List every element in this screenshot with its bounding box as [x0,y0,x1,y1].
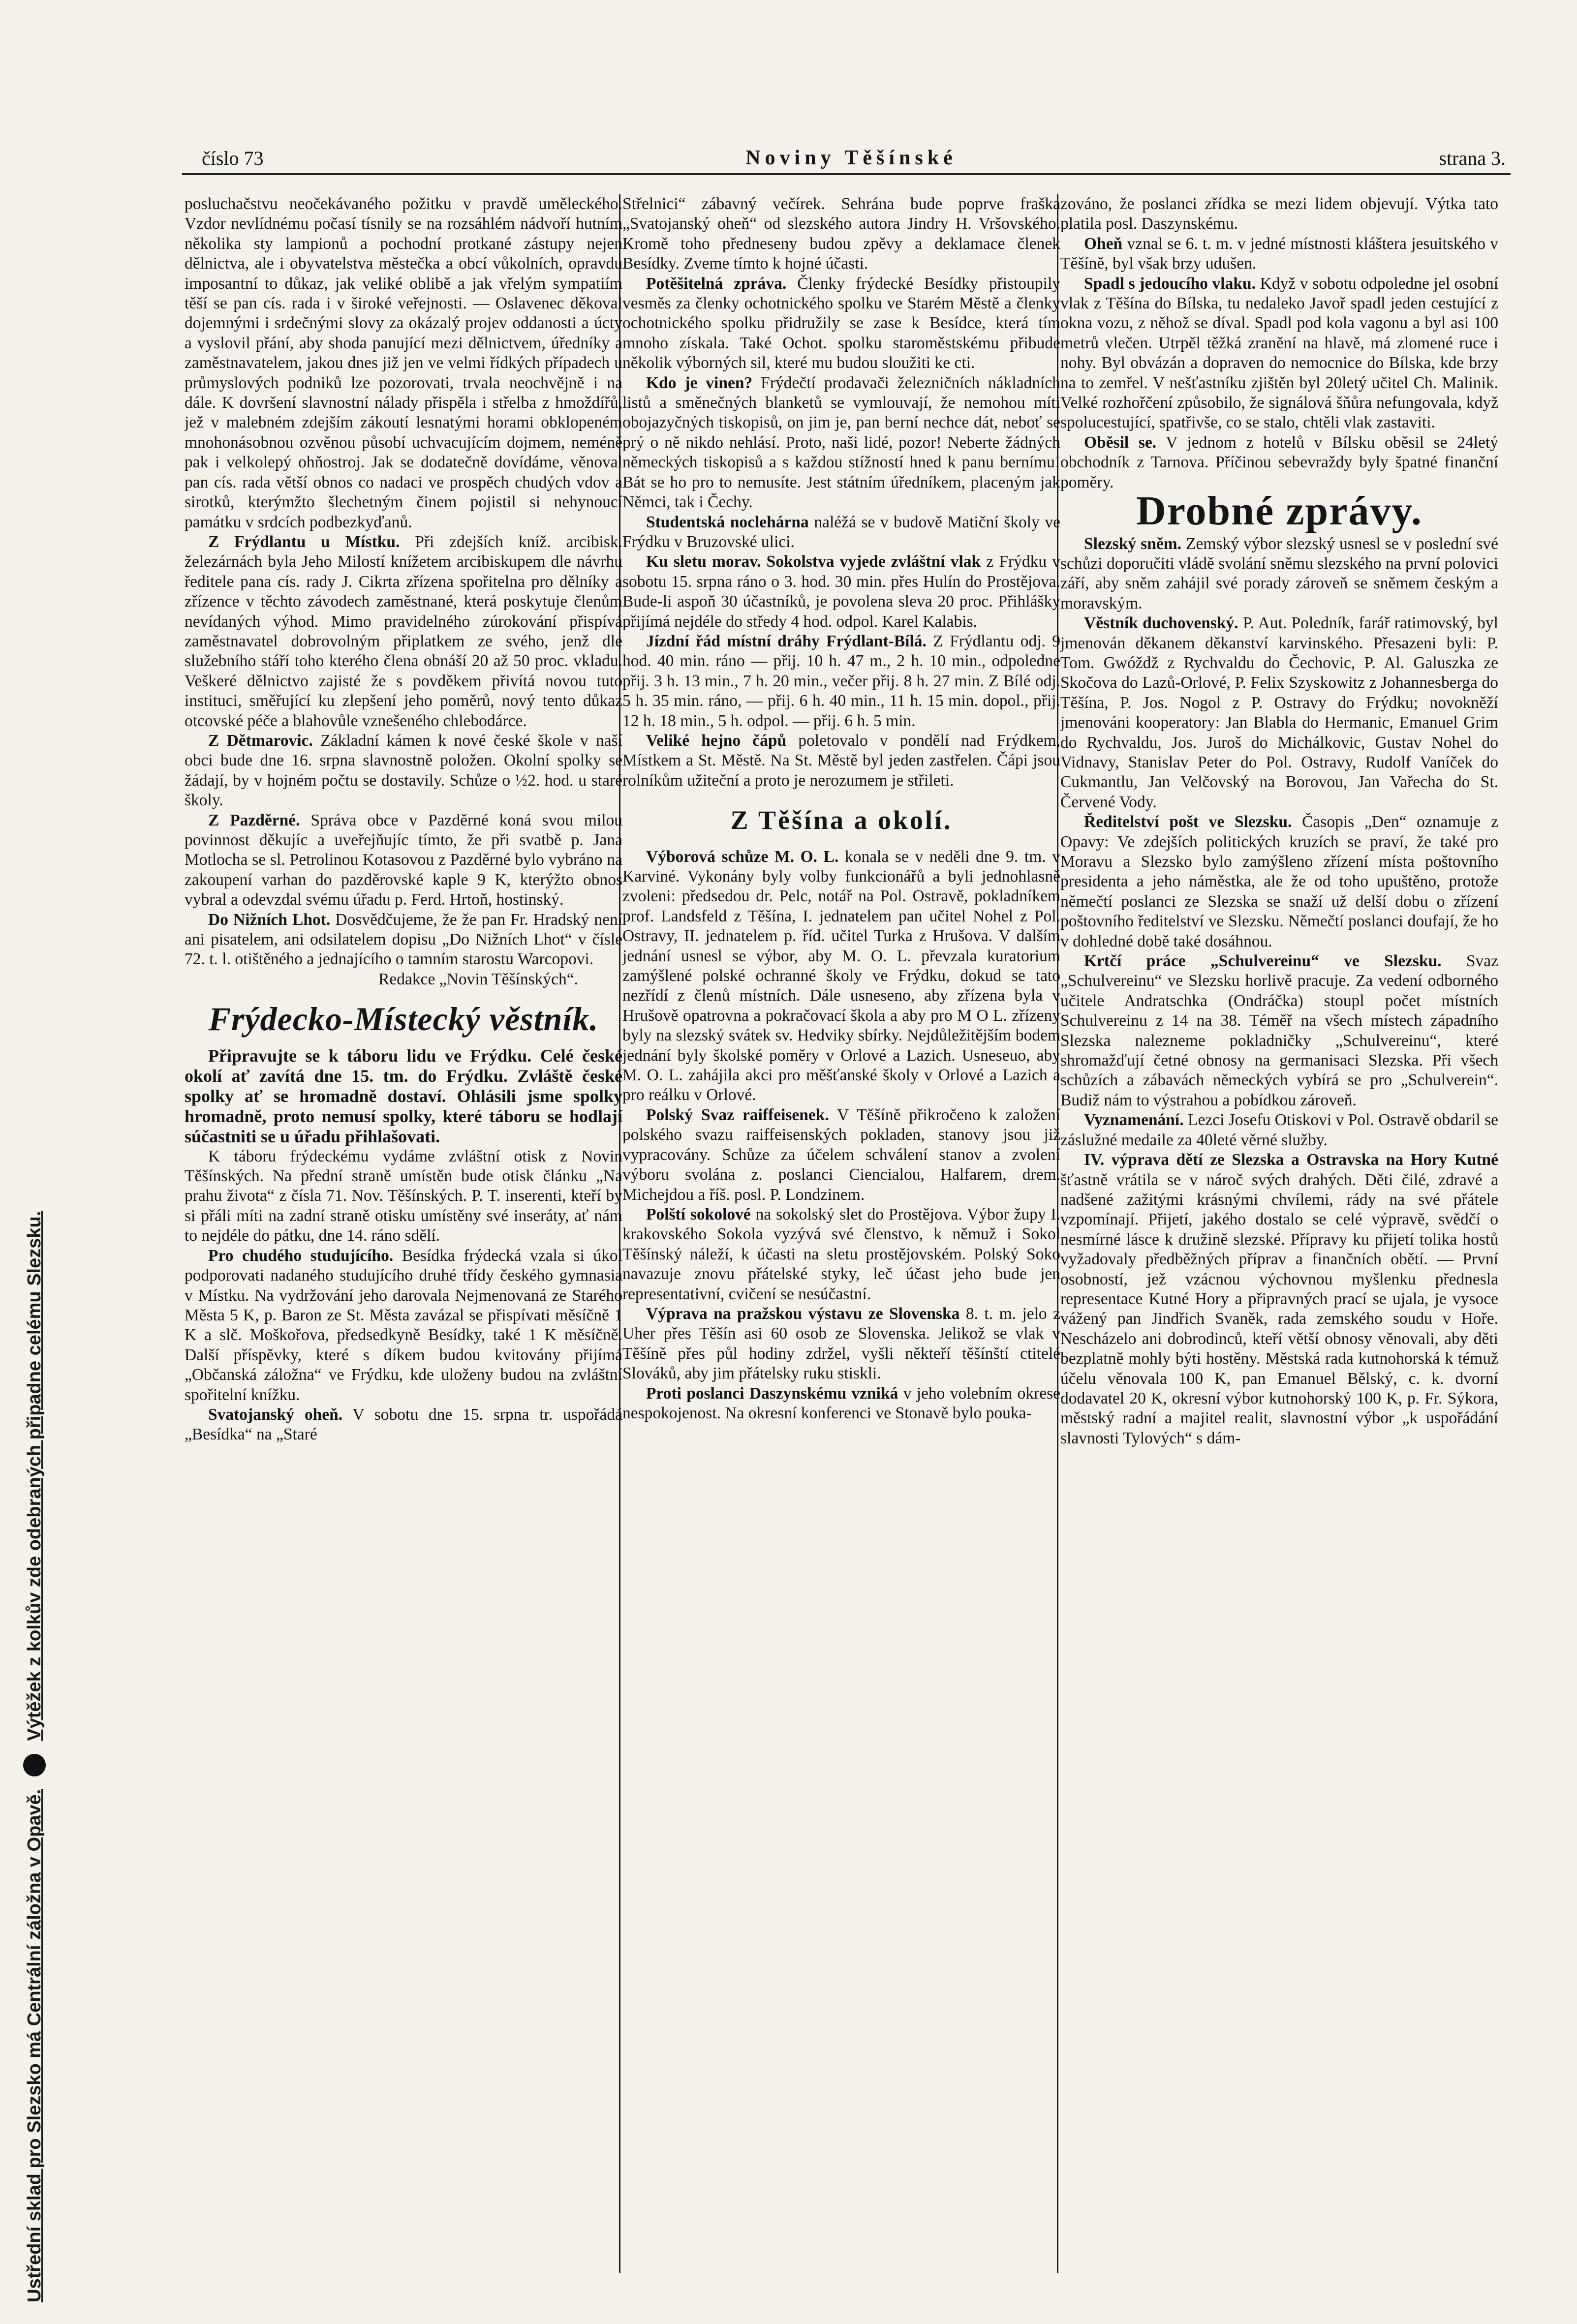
article-text: Dosvědčujeme, že že pan Fr. Hradský není ani pisatelem, ani odsilatelem dopisu „Do Nižních Lhot“ v čísle 72. t. l. otištěného a jednajícího o tamním starostu Warcopovi. [185,910,622,969]
article-lead: Oběsil se. [1084,433,1157,452]
article-text: Když v sobotu odpoledne jel osobní vlak z Těšína do Bílska, tu nedaleko Javoř spadl jeden cestující z okna vozu, z něhož se díval. Spadl pod kola vagonu a byl asi 100 metrů vlečen. Utrpěl těžká zranění na hlavě, má zlomené ruce i nohy. Byl obvázán a dopraven do nemocnice do Bílska, kde brzy na to zemřel. V nešťastníku zjištěn byl 20letý učitel Ch. Malinik. Velké rozhořčení způsobilo, že signálová šňůra nefungovala, když spolucestující, spatřivše, co se stalo, chtěli vlak zastaviti. [1060,274,1498,432]
article-lead: Ředitelství pošt ve Slezsku. [1084,813,1292,831]
article-paragraph [185,731,622,811]
article-lead: Z Frýdlantu u Místku. [208,532,400,551]
page-header [202,140,1506,170]
article-lead: Krtčí práce „Schulvereinu“ ve Slezsku. [1084,952,1442,971]
side-note [20,89,49,2302]
article-paragraph [185,910,622,970]
article-paragraph [622,373,1060,513]
article-text: z Frýdku v sobotu 15. srpna ráno o 3. hod. 30 min. přes Hulín do Prostějova. Bude-li aspoň 30 účastníků, je povolena sleva 20 proc. Přihlášky přijímá nejdéle do středy 4 hod. odpol. Karel Kalabis. [622,552,1060,631]
article-lead: Věstník duchovenský. [1084,614,1238,633]
article-lead: Veliké hejno čápů [646,731,787,750]
article-lead: Výprava na pražskou výstavu ze Slovenska [646,1304,960,1323]
article-text: Lezci Josefu Otiskovi v Pol. Ostravě obdaril se záslužné medaile za 40leté věrné služby. [1060,1111,1498,1149]
article-lead: Slezský sněm. [1084,534,1181,553]
section-heading: Frýdecko-Místecký věstník. [208,1000,599,1038]
article-paragraph [622,1205,1060,1304]
article-text: Časopis „Den“ oznamuje z Opavy: Ve zdejších politických kruzích se praví, že také pro Moravu a Slezsko bylo zamýšleno zřízení místa poštovního presidenta a jeho náměstka, ale že od toho upuštěno, protože němečtí poslanci ze Slezska se snaží už delší dobu o zřízení poštovního ředitelství ve Slezsku. Němečtí poslanci doufají, že ho v dohledné době také dosáhnou. [1060,813,1498,950]
article-paragraph [1060,812,1498,951]
article-paragraph [185,1246,622,1405]
article-text: Z Frýdlantu odj. 9 hod. 40 min. ráno — přij. 10 h. 47 m., 2 h. 10 min., odpoledne přij. 3 h. 13 min., 7 h. 20 min., večer přij. 8 h. 27 min. Z Bílé odj. 5 h. 35 min. ráno, — přij. 6 h. 40 min., 11 h. 15 min. dopol., přij. 12 h. 18 min., 5 h. odpol. — přij. 6 h. 5 min. [622,632,1060,730]
article-paragraph [622,552,1060,632]
announcement: Připravujte se k táboru lidu ve Frýdku. Celé české okolí ať zavítá dne 15. tm. do Frýdku. Zvláště české spolky ať se hromadně dostaví. Ohlásili jsme spolky hromadně, proto nemusí spolky, které táboru se hodlají súčastniti se u úřadu přihlašovati. [185,1045,622,1146]
article-lead: Svatojanský oheň. [208,1405,343,1424]
article-paragraph [1060,613,1498,812]
article-lead: Do Nižních Lhot. [208,910,331,929]
article-text: Členky frýdecké Besídky přistoupily vesměs za členky ochotnického spolku ve Starém Městě a členky ochotnického spolku přidružily se zase k Besídce, která tím mnoho získala. Také Ochot. spolku staroměstskému přibude několik výborných sil, které mu budou sloužiti ke cti. [622,274,1060,372]
article-lead: Polský Svaz raiffeisenek. [646,1105,829,1124]
article-lead: Kdo je vinen? [646,373,753,392]
page-number: strana 3. [1439,147,1506,169]
article-paragraph [622,1304,1060,1384]
article-paragraph [1060,274,1498,433]
article-text: vznal se 6. t. m. v jedné místnosti kláštera jesuitského v Těšíně, byl však brzy udušen. [1060,234,1498,273]
article-text: P. Aut. Poledník, farář ratimovský, byl jmenován děkanem děkanství karvinského. Přesazeni byli: P. Tom. Gwóždž z Rychvaldu do Čechovic, P. Al. Galuszka ze Skočova do Lazů-Orlové, P. Felix Szyskowitz z Johannesberga do Těšína, P. Jos. Nogol z P. Ostravy do Frýdku; novokněží jmenováni kooperatory: Jan Blabla do Hermanic, Emanuel Grim do Rychvaldu, Jos. Juroš do Michálkovic, Gustav Nohel do Vidnavy, Stanislav Peter do Pol. Ostravy, Rudolf Vaníček do Cukmantlu, Jan Velčovský na Borovou, Jan Vařecha do St. Červené Vody. [1060,614,1498,811]
article-lead: Spadl s jedoucího vlaku. [1084,274,1256,293]
article-paragraph [185,532,622,731]
article-lead: Potěšitelná zpráva. [646,274,787,293]
article-text: Svaz „Schulvereinu“ ve Slezsku horlivě pracuje. Za vedení odborného učitele Andratschka (Ondráčka) stoupl počet místních Schulvereinu z 14 na 38. Téměř na všech místech západního Slezska nalezneme pokladničky „Schulvereinu“, které shromažďují četné obnosy na germanisaci Slezska. Při všech schůzích a zábavách německých vybírá se pro „Schulverein“. Budiž nám to výstrahou a pobídkou zároveň. [1060,952,1498,1109]
article-paragraph: posluchačstvu neočekávaného požitku v pravdě uměleckého. Vzdor nevlídnému počasí tísnily se na rozsáhlém nádvoří hutním několika sty lampionů a pochodní protkané zástupy nejen dělnictva, ale i obyvatelstva městečka a obcí vůkolních, opravdu imposantní to důkaz, jak veliké oblibě a jak vřelým sympatiím těší se pan cís. rada i v široké veřejnosti. — Oslavenec děkoval dojemnými i srdečnými slovy za okázalý projev oddanosti a úcty a vyslovil přání, aby shoda panující mezi dělnictvem, úředníky a zaměstnavatelem, jakou dnes již jen ve velmi řídkých případech u průmyslových podniků lze pozorovati, trvala neochvějně i na dále. K dovršení slavnostní nálady přispěla i střelba z hmoždířů, jež v malebném zdejším zákoutí lesnatými horami obklopeném mnohonásobnou ozvěnou působí uchvacujícím dojmem, neméně pak i velkolepý ohňostroj. Jak se dodatečně dovídáme, věnoval pan cís. rada větší obnos co nadaci ve prospěch chudých vdov a sirotků, kterýmžto šlechetným činem pojistil si nehynoucí památku v srdcích podbezkyďanů. [185,195,622,531]
article-text: Frýdečtí prodavači železničních nákladních listů a směnečných blanketů se vymlouvají, že nemohou míti obojazyčných tiskopisů, on jim je, pan berní nechce dát, neboť se prý o ně nikdo nehlásí. Proto, naši lidé, pozor! Neberte žádných německých tiskopisů a s každou stížností hned k panu bernímu! Bát se ho pro to nemusíte. Jest státním úředníkem, placeným jak Němci, tak i Čechy. [622,373,1060,512]
article-paragraph [1060,234,1498,274]
article-paragraph: zováno, že poslanci zřídka se mezi lidem objevují. Výtka tato platila posl. Daszynskému. [1060,195,1498,233]
article-lead: Z Pazděrné. [208,811,300,829]
column-1 [185,194,622,2275]
article-text: V Těšíně přikročeno k založení polského svazu raiffeisenských pokladen, stanovy jsou již vypracovány. Schůze za účelem schválení stanov a zvolení výboru svolána z. poslanci Ciencialou, Halfarem, drem. Michejdou a říš. posl. P. Londzinem. [622,1105,1060,1204]
article-text: šťastně vrátila se v nároč svých drahých. Děti čilé, zdravé a nadšené zažitými krásnými chvílemi, rády na své přátele vzpomínají. Přijetí, jakého dostalo se celé výpravě, svědčí o nesmírné lásce k družině slezské. Přípravy ku přijetí tolika hostů vyžadovaly předběžných příprav a finančních obětí. — První osobností, jež vzácnou výchovnou myšlenku přednesla representace Kutné Hory a připravných prací se ujala, je vysoce vážený pan Jindřich Svaněk, rada zemského soudu v Hoře. Nescházelo ani dobrodinců, kteří větší obnosy věnovali, aby děti bezplatně mohly býti hostěny. Městská rada kutnohorská k témuž účelu věnovala 100 K, pan Emanuel Bělský, c. k. dvorní dodavatel 20 K, okresní výbor kutnohorský 100 K, p. Fr. Sýkora, městský radní a majitel realit, slavnostní výbor „k uspořádání slavnosti Tylových“ s dám- [1060,1170,1498,1447]
article-paragraph [622,1105,1060,1205]
masthead-title: Noviny Těšínské [745,147,957,169]
article-paragraph [1060,951,1498,1110]
article-lead: Z Dětmarovic. [208,731,313,750]
header-rule [182,173,1511,175]
article-paragraph [1060,433,1498,492]
article-lead: Pro chudého studujícího. [208,1246,394,1265]
article-text: Besídka frýdecká vzala si úkol podporovati nadaného studujícího druhé třídy českého gymnasia v Místku. Na vydržování jeho darovala Nejmenovaná ze Starého Města 5 K, p. Baron ze St. Města zavázal se přispívati měsíčně 1 K a slč. Moškořova, předsedkyně Besídky, také 1 K měsíčně. Další příspěvky, které s díkem budou kvitovány přijímá „Občanská záložna“ ve Frýdku, kde uloženy budou na zvláštní spořitelní knížku. [185,1246,622,1404]
article-paragraph [622,513,1060,552]
article-paragraph: Střelnici“ zábavný večírek. Sehrána bude poprve fraška „Svatojanský oheň“ od slezského autora Jindry H. Vršovského. Kromě toho předneseny budou zpěvy a deklamace členek Besídky. Zveme tímto k hojné účasti. [622,195,1060,273]
column-2 [622,194,1060,2275]
article-lead: Výborová schůze M. O. L. [646,847,839,866]
article-lead: Oheň [1084,234,1123,253]
article-paragraph [1060,534,1498,614]
article-lead: Vyznamenání. [1084,1111,1184,1130]
side-note-part2: Výtěžek z kolkův zde odebraných připadne celému Slezsku. [24,1211,45,1741]
article-lead: IV. výprava dětí ze Slezska a Ostravska na Hory Kutné [1084,1151,1498,1169]
article-paragraph [185,1405,622,1445]
article-paragraph [1060,1150,1498,1448]
article-text: poletovalo v pondělí nad Frýdkem, Místkem a St. Městě. Na St. Městě byl jeden zastřelen. Čápi jsou rolníkům užiteční a proto je nerozumem je střileti. [622,731,1060,790]
article-lead: Ku sletu morav. Sokolstva vyjede zvláštní vlak [646,552,981,571]
article-paragraph [622,1384,1060,1424]
article-text: naléžá se v budově Matiční školy ve Frýdku v Bruzovské ulici. [622,513,1060,551]
editorial-signature: Redakce „Novin Těšínských“. [378,970,578,988]
article-text: Základní kámen k nové české škole v naší obci bude dne 16. srpna slavnostně položen. Okolní spolky se žádají, by v hojném počtu se dostavily. Schůze o ½2. hod. u staré školy. [185,731,622,810]
article-text: Správa obce v Pazděrné koná svou milou povinnost děkujíc a uveřejňujíc tímto, že při svatbě p. Jana Motlocha se sl. Petrolinou Kotasovou z Pazděrné bylo vybráno na zakoupení varhan do pazděrovské kaple 9 K, kterýžto obnos vybral a odevzdal svému úřadu p. Ferd. Hrtoň, hostinský. [185,811,622,909]
article-text: V jednom z hotelů v Bílsku oběsil se 24letý obchodník z Tarnova. Příčinou sebevraždy byly špatné finanční poměry. [1060,433,1498,491]
article-lead: Studentská noclehárna [646,513,809,531]
article-paragraph [185,811,622,910]
column-3 [1060,194,1498,2275]
article-paragraph [1060,1110,1498,1150]
article-text: V sobotu dne 15. srpna tr. uspořádá „Besídka“ na „Staré [185,1405,622,1444]
article-paragraph: K táboru frýdeckému vydáme zvláštní otisk z Novin Těšínských. Na přední straně umístěn bude otisk článku „Na prahu života“ z čísla 71. Nov. Těšínských. P. T. inserenti, kteří by si přáli míti na zadní straně otisku umístěny své inseráty, ať nám to nejdéle do pátku, dne 14. ráno sdělí. [185,1147,622,1245]
article-paragraph [622,731,1060,791]
article-paragraph [622,632,1060,731]
article-text: v jeho volebním okrese nespokojenost. Na okresní konferenci ve Stonavě bylo pouka- [622,1384,1060,1422]
article-text: na sokolský slet do Prostějova. Výbor župy I. krakovského Sokola vyzývá své členstvo, k němuž i Sokol Těšínský náleží, k účasti na sletu prostějovském. Polský Soko navazuje znovu přátelské styky, leč účast jeho bude jen representativní, cvičení se nesúčastní. [622,1205,1060,1303]
article-lead: Jízdní řád místní dráhy Frýdlant-Bílá. [646,632,927,650]
section-heading: Z Těšína a okolí. [730,805,953,835]
article-text: 8. t. m. jelo z Uher přes Těšín asi 60 osob ze Slovenska. Jelikož se vlak v Těšíně přes půl hodiny zdržel, vyšli někteří těšínští ctitelé Slováků, aby jim přátelsky ruku stiskli. [622,1304,1060,1383]
section-heading: Drobné zprávy. [1136,488,1422,534]
article-paragraph [622,274,1060,373]
bullet-dot-icon [23,1754,46,1776]
article-lead: Proti poslanci Daszynskému vzniká [646,1384,898,1403]
article-text: Zemský výbor slezský usnesl se v poslední své schůzi doporučiti vládě svolání sněmu slezského na první polovici září, aby sněm zahájil své porady zároveň se sněmem českým a moravským. [1060,534,1498,612]
issue-number: číslo 73 [202,147,264,169]
article-text: konala se v neděli dne 9. tm. v Karviné. Vykonány byly volby funkcionářů a byli jednohlasně zvoleni: předsedou dr. Pelc, notář na Pol. Ostravě, pokladníkem prof. Landsfeld z Těšína, I. jednatelem pan učitel Nohel z Pol. Ostravy, II. jednatelem p. říd. učitel Turka z Hrušova. V dalším jednání usnesl se výbor, aby M. O. L. převzala kuratorium zamýšlené polské ochranné školy ve Frýdku, dokud se tato nezřídí z členů místních. Dále usneseno, aby zřízena byla v Hrušově opatrovna a pokračovací škola a aby pro M O L. zřízeny byly na slezský svátek sv. Hedviky sbírky. Nejdůležitějším bodem jednání byly školské poměry v Orlové a Lazich. Usneseuo, aby M. O. L. zahájila akci pro měšťanské školy v Orlové a Lazich a pro reálku v Orlové. [622,847,1060,1104]
article-lead: Polští sokolové [646,1205,751,1223]
article-text: Při zdejších kníž. arcibisk. železárnách byla Jeho Milostí knížetem arcibiskupem dle návrhu ředitele pana cís. rady J. Cikrta zřízena spořitelna pro dělníky a zřízence v těchto závodech zaměstnané, která poskytuje členům nevídaných výhod. Mimo pravidelného zúrokování přispívá zaměstnavatel dobrovolným připlatkem ze svého, jenž dle služebního stáří toho kterého člena obnáší 20 až 50 proc. vkladu. Veškeré dělnictvo zajisté že s povděkem přivítá novou tuto instituci, směřující ku zlepšení jeho poměrů, nový tento důkaz otcovské péče a blahovůle vznešeného chlebodárce. [185,532,622,730]
side-note-part1: Ustřední sklad pro Slezsko má Centrální záložna v Opavě. [24,1789,45,2302]
article-paragraph [622,847,1060,1105]
